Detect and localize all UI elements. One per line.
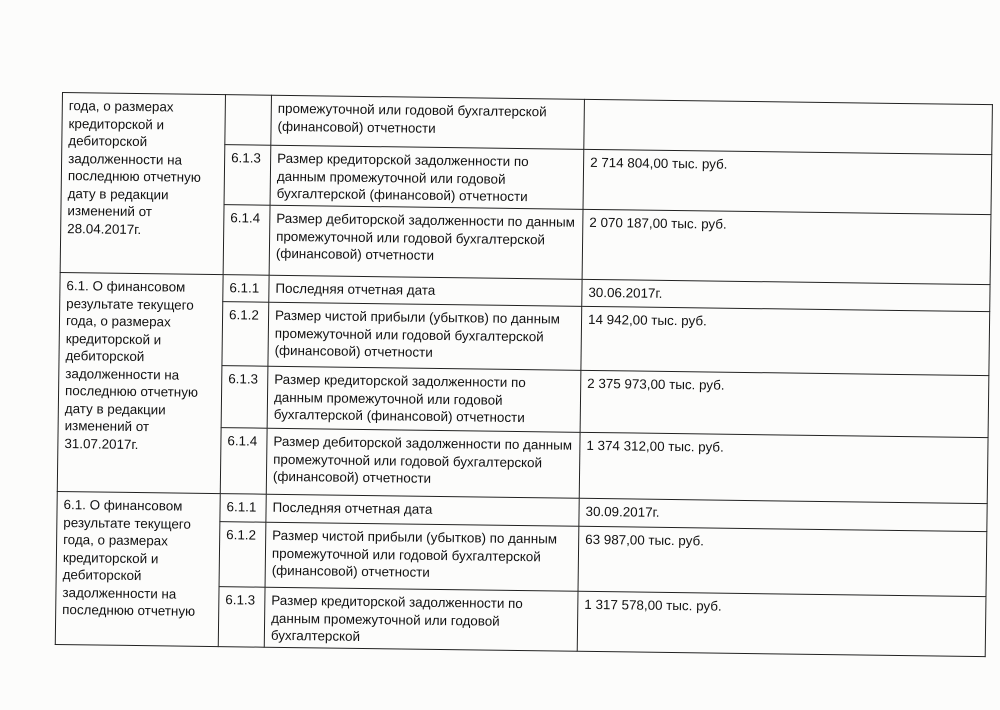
row-label: Последняя отчетная дата: [266, 494, 579, 526]
row-label: промежуточной или годовой бухгалтерской (финансовой) отчетности: [271, 95, 585, 149]
row-value: 1 317 578,00 тыс. руб.: [577, 591, 986, 656]
row-label: Размер кредиторской задолженности по данным промежуточной или годовой бухгалтерской: [264, 587, 578, 651]
row-value: 1 374 312,00 тыс. руб.: [579, 432, 988, 503]
row-number: 6.1.2: [219, 522, 266, 588]
row-value: [584, 99, 993, 154]
row-number: 6.1.4: [223, 205, 270, 276]
row-number: 6.1.4: [220, 428, 267, 495]
row-value: 14 942,00 тыс. руб.: [581, 306, 990, 375]
row-number: 6.1.3: [224, 145, 271, 206]
row-value: 2 375 973,00 тыс. руб.: [580, 370, 989, 437]
row-label: Размер чистой прибыли (убытков) по данным промежуточной или годовой бухгалтерской (финансовой) отчетности: [268, 302, 582, 370]
section-heading: года, о размерах кредиторской и дебиторской задолженности на последнюю отчетную дату в редакции изменений от 28.04.2017г.: [60, 93, 225, 275]
row-label: Размер кредиторской задолженности по данным промежуточной или годовой бухгалтерской (финансовой) отчетности: [270, 145, 584, 209]
row-value: 2 714 804,00 тыс. руб.: [583, 149, 992, 214]
section-heading: 6.1. О финансовом результате текущего года, о размерах кредиторской и дебиторской задолженности на последнюю отчетную дату в редакции изменений от 31.07.2017г.: [57, 272, 223, 493]
row-value: 30.09.2017г.: [579, 498, 987, 531]
row-value: 2 070 187,00 тыс. руб.: [582, 209, 991, 284]
row-number: 6.1.3: [221, 366, 268, 429]
row-number: 6.1.1: [223, 275, 269, 303]
row-number: 6.1.2: [222, 302, 269, 367]
row-value: 63 987,00 тыс. руб.: [578, 526, 987, 596]
row-label: Размер дебиторской задолженности по данным промежуточной или годовой бухгалтерской (финансовой) отчетности: [266, 428, 580, 498]
row-label: Последняя отчетная дата: [269, 275, 582, 306]
table-row: [62, 93, 993, 155]
row-number: 6.1.1: [220, 494, 266, 523]
row-number: [225, 95, 272, 146]
row-value: 30.06.2017г.: [582, 279, 990, 311]
table-wrapper: [54, 92, 991, 678]
section-heading: 6.1. О финансовом результате текущего года, о размерах кредиторской и дебиторской задолженности на последнюю отчетную: [55, 491, 220, 646]
disclosure-table: [55, 92, 993, 657]
row-label: Размер кредиторской задолженности по данным промежуточной или годовой бухгалтерской (финансовой) отчетности: [267, 366, 581, 432]
row-label: Размер дебиторской задолженности по данным промежуточной или годовой бухгалтерской (финансовой) отчетности: [269, 205, 583, 279]
row-number: 6.1.3: [218, 587, 265, 647]
row-label: Размер чистой прибыли (убытков) по данным промежуточной или годовой бухгалтерской (финансовой) отчетности: [265, 522, 579, 591]
